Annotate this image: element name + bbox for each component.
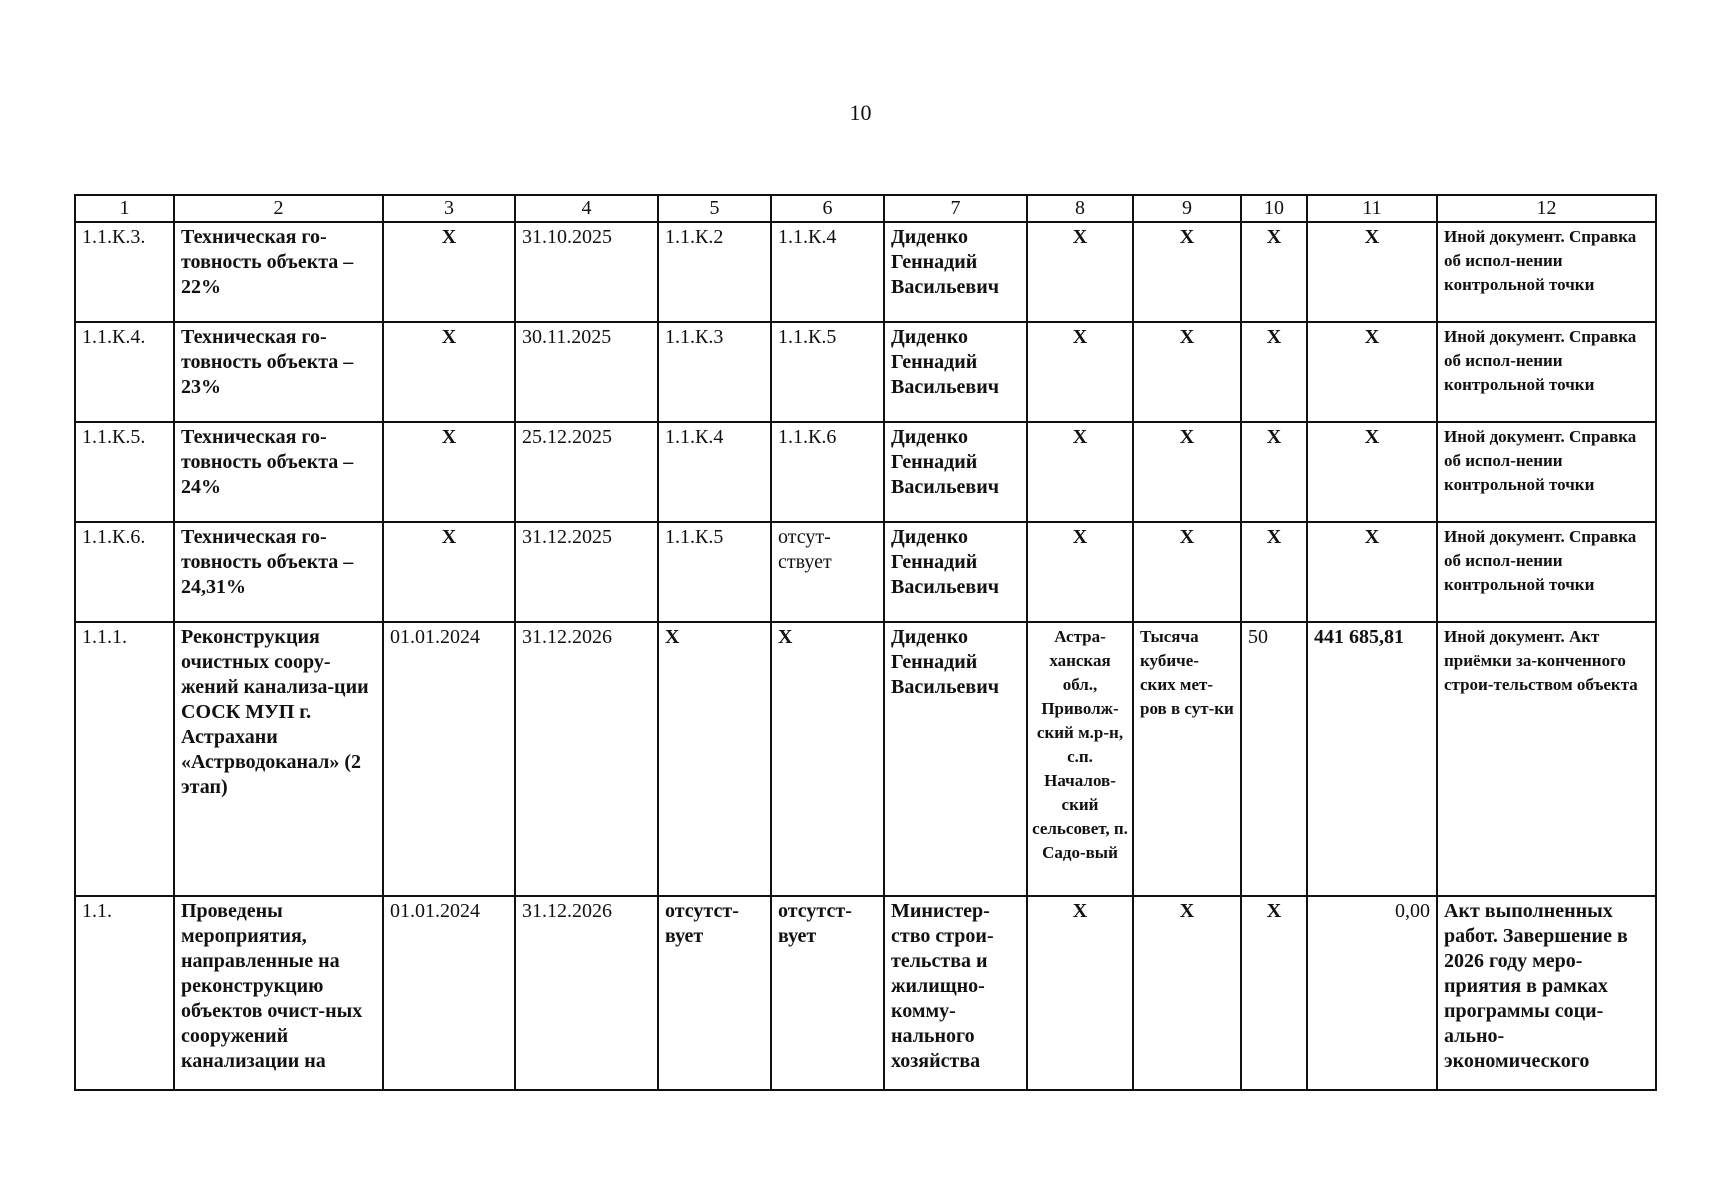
- cell-value: X: [1241, 222, 1307, 322]
- column-header: 6: [771, 195, 884, 222]
- cell-end-date: 31.12.2025: [515, 522, 658, 622]
- cell-amount: 441 685,81: [1307, 622, 1437, 896]
- cell-amount: X: [1307, 522, 1437, 622]
- cell-value: X: [1241, 522, 1307, 622]
- table-row: [75, 896, 1656, 1090]
- cell-location: X: [1027, 522, 1133, 622]
- cell-unit: X: [1133, 522, 1241, 622]
- cell-description: Техническая го-товность объекта – 22%: [174, 222, 383, 322]
- cell-unit: X: [1133, 322, 1241, 422]
- cell-unit: X: [1133, 422, 1241, 522]
- cell-responsible: Диденко Геннадий Васильевич: [884, 422, 1027, 522]
- cell-document: Иной документ. Справка об испол-нении контрольной точки: [1437, 522, 1656, 622]
- cell-start-date: 01.01.2024: [383, 896, 515, 1090]
- cell-location: X: [1027, 896, 1133, 1090]
- cell-number: 1.1.К.5.: [75, 422, 174, 522]
- cell-predecessor: 1.1.К.4: [658, 422, 771, 522]
- cell-description: Техническая го-товность объекта – 23%: [174, 322, 383, 422]
- milestones-table: [74, 194, 1657, 1091]
- cell-document: Иной документ. Справка об испол-нении контрольной точки: [1437, 222, 1656, 322]
- cell-successor: отсутст-вует: [771, 896, 884, 1090]
- column-header: 3: [383, 195, 515, 222]
- table-row: [75, 322, 1656, 422]
- cell-number: 1.1.: [75, 896, 174, 1090]
- cell-amount: X: [1307, 222, 1437, 322]
- cell-predecessor: 1.1.К.5: [658, 522, 771, 622]
- cell-predecessor: отсутст-вует: [658, 896, 771, 1090]
- table-header-row: [75, 195, 1656, 222]
- cell-predecessor: X: [658, 622, 771, 896]
- cell-value: X: [1241, 322, 1307, 422]
- cell-location: X: [1027, 322, 1133, 422]
- cell-description: Техническая го-товность объекта – 24%: [174, 422, 383, 522]
- page-number: 10: [849, 100, 872, 125]
- cell-unit: X: [1133, 222, 1241, 322]
- cell-predecessor: 1.1.К.2: [658, 222, 771, 322]
- cell-successor: 1.1.К.6: [771, 422, 884, 522]
- cell-document: Иной документ. Справка об испол-нении контрольной точки: [1437, 322, 1656, 422]
- cell-description: Реконструкция очистных соору-жений канализа-ции СОСК МУП г. Астрахани «Астрводоканал» (2 этап): [174, 622, 383, 896]
- cell-value: X: [1241, 896, 1307, 1090]
- column-header: 4: [515, 195, 658, 222]
- cell-start-date: X: [383, 422, 515, 522]
- table-row: [75, 522, 1656, 622]
- cell-location: X: [1027, 422, 1133, 522]
- cell-responsible: Диденко Геннадий Васильевич: [884, 222, 1027, 322]
- column-header: 8: [1027, 195, 1133, 222]
- cell-responsible: Диденко Геннадий Васильевич: [884, 322, 1027, 422]
- cell-description: Техническая го-товность объекта – 24,31%: [174, 522, 383, 622]
- cell-responsible: Министер-ство строи-тельства и жилищно-комму-нального хозяйства: [884, 896, 1027, 1090]
- cell-end-date: 31.12.2026: [515, 896, 658, 1090]
- cell-start-date: X: [383, 522, 515, 622]
- cell-unit: Тысяча кубиче-ских мет-ров в сут-ки: [1133, 622, 1241, 896]
- column-header: 9: [1133, 195, 1241, 222]
- cell-responsible: Диденко Геннадий Васильевич: [884, 522, 1027, 622]
- column-header: 10: [1241, 195, 1307, 222]
- cell-predecessor: 1.1.К.3: [658, 322, 771, 422]
- table-row: [75, 222, 1656, 322]
- column-header: 2: [174, 195, 383, 222]
- table-row: [75, 422, 1656, 522]
- table-row: [75, 622, 1656, 896]
- cell-number: 1.1.К.3.: [75, 222, 174, 322]
- cell-successor: X: [771, 622, 884, 896]
- cell-amount: X: [1307, 322, 1437, 422]
- cell-successor: отсут-ствует: [771, 522, 884, 622]
- cell-number: 1.1.К.4.: [75, 322, 174, 422]
- cell-description: Проведены мероприятия, направленные на реконструкцию объектов очист-ных сооружений канализации на: [174, 896, 383, 1090]
- column-header: 12: [1437, 195, 1656, 222]
- column-header: 11: [1307, 195, 1437, 222]
- cell-start-date: X: [383, 322, 515, 422]
- cell-document: Иной документ. Справка об испол-нении контрольной точки: [1437, 422, 1656, 522]
- cell-start-date: X: [383, 222, 515, 322]
- cell-value: X: [1241, 422, 1307, 522]
- cell-start-date: 01.01.2024: [383, 622, 515, 896]
- cell-end-date: 31.12.2026: [515, 622, 658, 896]
- cell-successor: 1.1.К.5: [771, 322, 884, 422]
- column-header: 1: [75, 195, 174, 222]
- cell-value: 50: [1241, 622, 1307, 896]
- cell-responsible: Диденко Геннадий Васильевич: [884, 622, 1027, 896]
- cell-end-date: 30.11.2025: [515, 322, 658, 422]
- column-header: 7: [884, 195, 1027, 222]
- cell-location: Астра-ханская обл., Приволж-ский м.р-н, с.п. Началов-ский сельсовет, п. Садо-вый: [1027, 622, 1133, 896]
- cell-location: X: [1027, 222, 1133, 322]
- cell-number: 1.1.К.6.: [75, 522, 174, 622]
- cell-end-date: 25.12.2025: [515, 422, 658, 522]
- cell-number: 1.1.1.: [75, 622, 174, 896]
- cell-document: Иной документ. Акт приёмки за-конченного строи-тельством объекта: [1437, 622, 1656, 896]
- cell-end-date: 31.10.2025: [515, 222, 658, 322]
- cell-amount: 0,00: [1307, 896, 1437, 1090]
- cell-document: Акт выполненных работ. Завершение в 2026 году меро-приятия в рамках программы соци-ально-экономического: [1437, 896, 1656, 1090]
- column-header: 5: [658, 195, 771, 222]
- cell-amount: X: [1307, 422, 1437, 522]
- cell-unit: X: [1133, 896, 1241, 1090]
- cell-successor: 1.1.К.4: [771, 222, 884, 322]
